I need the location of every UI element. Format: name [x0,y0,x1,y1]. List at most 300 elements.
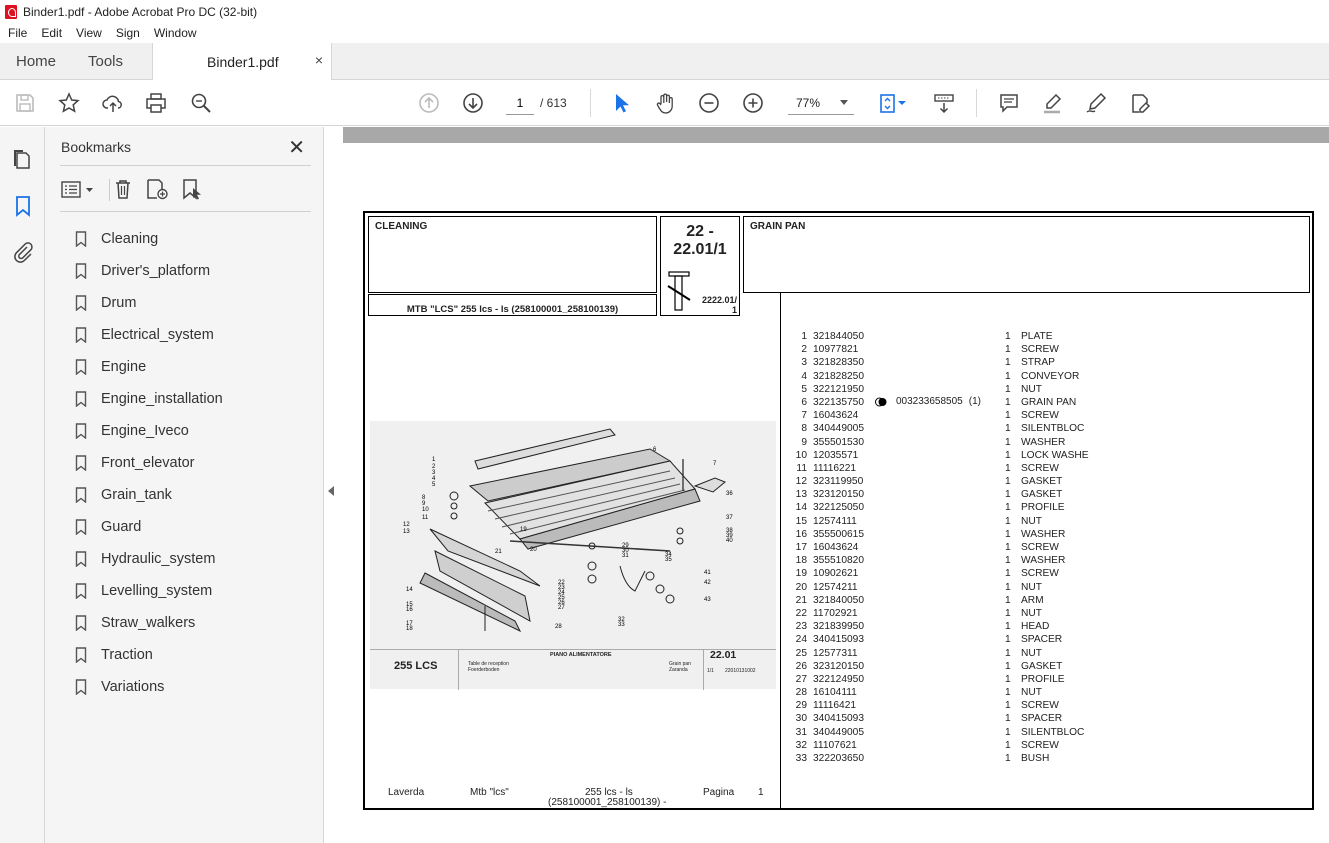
page-title: GRAIN PAN [750,221,806,232]
menu-file[interactable]: File [8,26,28,40]
part-code: 355500615 [813,528,864,540]
page-thumbnails-icon[interactable] [11,147,35,171]
part-number: 9 [801,436,807,448]
drawing-subtitle-left-2: Foerderboden [468,667,500,673]
highlight-pen-icon[interactable] [1040,92,1064,114]
bookmark-label: Hydraulic_system [101,551,216,567]
svg-text:8: 8 [422,495,426,501]
part-code: 11107621 [813,739,857,751]
part-description: SCREW [1021,700,1059,712]
menu-edit[interactable]: Edit [41,26,63,40]
scroll-mode-icon[interactable] [932,92,956,114]
zoom-search-icon[interactable] [189,92,213,114]
bookmark-item[interactable] [75,383,223,415]
part-number: 28 [795,687,807,699]
part-description: LOCK WASHE [1021,449,1089,461]
part-qty: 1 [1005,687,1011,699]
part-number: 31 [795,726,807,738]
svg-text:42: 42 [704,580,711,586]
svg-text:26: 26 [558,600,565,606]
note-qty: (1) [968,396,981,407]
bookmark-item[interactable] [75,319,223,351]
part-code: 12577311 [813,647,858,659]
model-label: MTB "LCS" 255 lcs - ls (258100001_258100139) [406,304,619,315]
bookmark-icon [75,647,87,663]
print-icon[interactable] [144,92,168,114]
bookmark-item[interactable] [75,639,223,671]
part-qty: 1 [1005,581,1011,593]
hand-tool-icon[interactable] [653,92,677,114]
bookmark-label: Driver's_platform [101,263,211,279]
part-description: WASHER [1021,528,1066,540]
document-viewport [343,127,1329,843]
part-qty: 1 [1005,357,1011,369]
part-qty: 1 [1005,739,1011,751]
toolbar-divider [976,89,977,117]
part-description: SCREW [1021,344,1059,356]
subref-line2: 1 [731,305,737,315]
svg-text:25: 25 [558,595,565,601]
svg-text:20: 20 [530,547,537,553]
drawing-sheet: 1/1 [707,668,714,674]
note-code: 003233658505 [896,396,963,407]
part-qty: 1 [1005,344,1011,356]
bookmark-icon [75,263,87,279]
svg-text:29: 29 [622,543,629,549]
menu-view[interactable]: View [76,26,102,40]
part-description: NUT [1021,647,1042,659]
part-description: SCREW [1021,568,1059,580]
bookmark-item[interactable] [75,447,223,479]
bookmark-icon [75,487,87,503]
part-qty: 1 [1005,396,1011,408]
bookmark-label: Grain_tank [101,487,172,503]
toolbar [0,80,1329,126]
part-code: 340449005 [813,726,864,738]
delete-bookmark-icon[interactable] [112,178,134,205]
part-number: 17 [795,542,807,553]
svg-text:27: 27 [558,605,565,611]
tab-close-button[interactable]: × [314,52,323,68]
menu-window[interactable]: Window [153,26,197,40]
part-qty: 1 [1005,410,1011,422]
svg-text:38: 38 [726,528,733,534]
bookmark-label: Front_elevator [101,455,195,471]
bookmark-label: Guard [101,519,142,535]
window-title: Binder1.pdf - Adobe Acrobat Pro DC (32-bit) [23,4,258,19]
part-number: 1 [801,331,807,342]
drawing-code: 22010131002 [725,668,756,674]
part-qty: 1 [1005,423,1011,435]
part-description: SCREW [1021,462,1059,474]
part-qty: 1 [1005,647,1011,659]
footer-page-label: Pagina [703,787,735,798]
part-code: 322203650 [813,753,864,764]
pin-diagram-icon [666,270,692,314]
part-code: 340415093 [813,713,864,725]
part-description: GASKET [1021,660,1063,672]
group-label: CLEANING [375,221,428,232]
part-description: NUT [1021,687,1042,699]
bookmark-label: Drum [101,295,137,311]
svg-text:18: 18 [406,626,413,632]
previous-page-edge [343,127,1329,143]
menu-sign[interactable]: Sign [115,26,140,40]
part-description: ARM [1021,594,1044,606]
svg-text:3: 3 [432,470,436,476]
save-icon[interactable] [13,92,37,114]
svg-text:34: 34 [665,552,672,558]
part-qty: 1 [1005,528,1011,540]
zoom-in-icon[interactable] [741,92,765,114]
part-number: 10 [795,449,807,461]
page-total: / 613 [540,96,567,110]
svg-text:2: 2 [432,464,436,470]
part-code: 12574211 [813,581,858,593]
svg-text:32: 32 [618,617,625,623]
zoom-level-dropdown[interactable] [788,91,854,115]
part-code: 11116421 [813,700,857,712]
tab-home[interactable]: Home [16,53,57,70]
svg-text:43: 43 [704,597,711,603]
bookmark-label: Traction [101,647,153,663]
part-qty: 1 [1005,700,1011,712]
drawing-model: 255 LCS [394,660,438,672]
footer-page-number: 1 [758,787,764,798]
part-description: SCREW [1021,410,1059,422]
svg-text:5: 5 [432,482,436,488]
svg-text:10: 10 [422,507,429,513]
part-qty: 1 [1005,449,1011,461]
bookmark-item[interactable] [75,223,223,255]
bookmark-label: Electrical_system [101,327,214,343]
bookmark-item[interactable] [75,287,223,319]
svg-text:17: 17 [406,621,413,627]
footer-model-line2: (258100001_258100139) - [548,797,667,808]
divider [109,179,110,201]
svg-text:9: 9 [422,501,426,507]
bookmark-item[interactable] [75,351,223,383]
svg-text:28: 28 [555,624,562,630]
part-note [875,396,981,407]
drawing-subtitle-right-1: Grain pan [669,661,691,667]
grain-pan-diagram [370,421,776,649]
bookmark-icon [75,391,87,407]
part-code: 12574111 [813,515,857,527]
svg-text:1: 1 [432,457,436,463]
part-qty: 1 [1005,462,1011,474]
toolbar-divider [590,89,591,117]
part-code: 321839950 [813,621,864,633]
model-box [368,294,657,316]
part-qty: 1 [1005,634,1011,646]
attachments-icon[interactable] [11,240,35,264]
part-description: BUSH [1021,753,1050,764]
svg-text:21: 21 [495,549,502,555]
bookmarks-panel [45,127,324,843]
title-bar [0,0,1329,23]
part-number: 18 [795,555,807,567]
subref-line1: 2222.01/ [701,295,737,305]
next-page-icon[interactable] [461,92,485,114]
part-code: 340415093 [813,634,864,646]
svg-text:30: 30 [622,548,629,554]
navigation-rail [0,127,45,843]
pdf-page [343,143,1329,843]
part-code: 16043624 [813,542,859,553]
part-number: 23 [795,621,807,633]
bookmark-options-dropdown[interactable] [61,179,95,201]
part-number: 3 [801,357,807,369]
part-number: 32 [795,739,807,751]
part-code: 321828250 [813,370,864,382]
part-number: 8 [801,423,807,435]
part-number: 2 [801,344,807,356]
menu-bar [0,23,1329,43]
part-qty: 1 [1005,436,1011,448]
part-description: PROFILE [1021,673,1065,685]
part-qty: 1 [1005,621,1011,633]
part-code: 321828350 [813,357,864,369]
part-number: 19 [795,568,807,580]
part-description: SPACER [1021,634,1063,646]
part-code: 10977821 [813,344,859,356]
part-qty: 1 [1005,660,1011,672]
part-description: SILENTBLOC [1021,726,1085,738]
svg-text:16: 16 [406,607,413,613]
part-number: 16 [795,528,807,540]
drawing-title: PIANO ALIMENTATORE [550,652,612,658]
part-number: 22 [795,607,807,619]
bookmark-from-selection-icon[interactable] [181,178,203,205]
svg-text:13: 13 [403,529,410,535]
part-number: 15 [795,515,807,527]
bookmark-item[interactable] [75,415,223,447]
part-code: 355501530 [813,436,864,448]
svg-text:41: 41 [704,570,711,576]
bookmark-icon [75,359,87,375]
divider [458,650,459,690]
upload-cloud-icon[interactable] [101,92,125,114]
bookmark-label: Engine_Iveco [101,423,189,439]
section-line2: 22.01/1 [673,241,727,258]
footer-model-line1: 255 lcs - ls [585,787,633,798]
comment-icon[interactable] [997,92,1021,114]
part-number: 13 [795,489,807,501]
part-description: NUT [1021,515,1042,527]
part-number: 6 [801,396,807,408]
zoom-level-value: 77% [796,96,821,110]
bookmark-icon [75,519,87,535]
part-code: 11116221 [813,462,857,474]
bookmark-item[interactable] [75,671,223,703]
new-bookmark-icon[interactable] [145,178,169,205]
part-number: 24 [795,634,807,646]
edit-pdf-icon[interactable] [1128,92,1152,114]
svg-text:24: 24 [558,590,565,596]
part-description: WASHER [1021,436,1066,448]
part-description: GRAIN PAN [1021,396,1077,408]
bookmark-icon [75,231,87,247]
part-code: 323120150 [813,489,864,501]
bookmark-label: Engine_installation [101,391,223,407]
divider [60,165,311,166]
bookmark-icon [75,423,87,439]
bookmark-icon [75,679,87,695]
part-description: CONVEYOR [1021,370,1080,382]
part-qty: 1 [1005,502,1011,514]
part-qty: 1 [1005,370,1011,382]
part-number: 11 [796,462,807,474]
part-description: NUT [1021,607,1042,619]
svg-text:4: 4 [432,476,436,482]
part-description: SCREW [1021,542,1059,553]
part-number: 14 [795,502,807,514]
footer-brand: Laverda [388,787,425,798]
part-code: 16104111 [813,687,857,699]
part-code: 355510820 [813,555,864,567]
fit-page-chevron-icon[interactable] [896,92,908,114]
fill-sign-icon[interactable] [1084,92,1108,114]
svg-text:23: 23 [558,585,565,591]
divider [60,211,311,212]
part-qty: 1 [1005,331,1011,342]
part-description: PLATE [1021,331,1053,342]
part-number: 7 [801,410,807,422]
svg-text:12: 12 [403,522,410,528]
bookmark-item[interactable] [75,479,223,511]
bookmark-item[interactable] [75,543,223,575]
collapse-panel-arrow-icon[interactable] [328,486,334,496]
part-qty: 1 [1005,383,1011,395]
part-number: 4 [801,370,807,382]
bookmark-item[interactable] [75,511,223,543]
part-description: SPACER [1021,713,1063,725]
bookmark-label: Engine [101,359,147,375]
svg-text:31: 31 [622,553,629,559]
bookmark-label: Variations [101,679,165,695]
part-code: 322124950 [813,673,864,685]
part-code: 12035571 [813,449,859,461]
chevron-down-icon [840,100,848,105]
bookmark-label: Levelling_system [101,583,213,599]
bookmark-item[interactable] [75,607,223,639]
part-code: 321840050 [813,594,864,606]
bookmark-icon [75,551,87,567]
group-box [368,216,657,293]
part-description: STRAP [1021,357,1055,369]
part-description: PROFILE [1021,502,1065,514]
bookmark-item[interactable] [75,575,223,607]
bookmark-list [75,223,223,703]
previous-page-icon[interactable] [417,92,441,114]
zoom-out-icon[interactable] [697,92,721,114]
part-number: 33 [795,753,807,764]
part-code: 322125050 [813,502,864,514]
svg-text:40: 40 [726,538,733,544]
part-description: NUT [1021,581,1042,593]
part-code: 323120150 [813,660,864,672]
part-number: 5 [801,383,807,395]
title-box [743,216,1310,293]
toggle-symbol-icon [875,397,887,407]
footer-series: Mtb "lcs" [470,787,509,798]
part-qty: 1 [1005,489,1011,501]
drawing-subtitle-right-2: Zaranda [669,667,688,673]
bookmark-icon [75,327,87,343]
part-qty: 1 [1005,607,1011,619]
part-qty: 1 [1005,713,1011,725]
drawing-subtitle-left-1: Table de reception [468,661,509,667]
svg-text:7: 7 [713,461,717,467]
part-code: 10902621 [813,568,859,580]
svg-text:37: 37 [726,515,733,521]
part-code: 322135750 [813,396,864,408]
select-cursor-icon[interactable] [609,92,633,114]
svg-text:6: 6 [653,447,657,453]
part-qty: 1 [1005,568,1011,580]
bookmark-label: Cleaning [101,231,159,247]
tab-bar [0,43,1329,80]
part-description: SILENTBLOC [1021,423,1085,435]
bookmark-item[interactable] [75,255,223,287]
bookmark-panel-icon[interactable] [11,194,35,218]
part-qty: 1 [1005,753,1011,764]
svg-text:33: 33 [618,622,625,628]
tab-document-label: Binder1.pdf [207,54,279,70]
bookmark-icon [75,583,87,599]
part-qty: 1 [1005,594,1011,606]
bookmarks-header: Bookmarks [61,139,132,155]
part-code: 11702921 [813,607,858,619]
part-code: 321844050 [813,331,864,342]
part-number: 27 [795,673,807,685]
tab-tools[interactable]: Tools [88,53,124,70]
part-code: 16043624 [813,410,859,422]
acrobat-icon [5,5,17,19]
bookmark-icon [75,295,87,311]
part-number: 20 [795,581,807,593]
part-qty: 1 [1005,542,1011,553]
svg-text:14: 14 [406,587,413,593]
part-description: GASKET [1021,476,1063,488]
section-line1: 22 - [686,223,714,240]
part-code: 323119950 [813,476,864,488]
section-box [660,216,740,316]
list-options-icon [61,179,95,201]
part-qty: 1 [1005,673,1011,685]
part-number: 12 [795,476,807,488]
divider [703,650,704,690]
close-panel-button[interactable]: ✕ [288,137,305,159]
page-number-input[interactable] [506,91,534,115]
part-qty: 1 [1005,555,1011,567]
part-code: 340449005 [813,423,864,435]
column-divider [780,293,781,810]
star-icon[interactable] [57,92,81,114]
part-number: 21 [795,594,807,606]
part-number: 30 [795,713,807,725]
svg-text:15: 15 [406,602,413,608]
bookmark-label: Straw_walkers [101,615,196,631]
part-description: WASHER [1021,555,1066,567]
part-description: GASKET [1021,489,1063,501]
part-number: 26 [795,660,807,672]
part-number: 29 [795,700,807,712]
part-description: SCREW [1021,739,1059,751]
part-number: 25 [795,647,807,659]
tab-document[interactable] [152,43,332,80]
